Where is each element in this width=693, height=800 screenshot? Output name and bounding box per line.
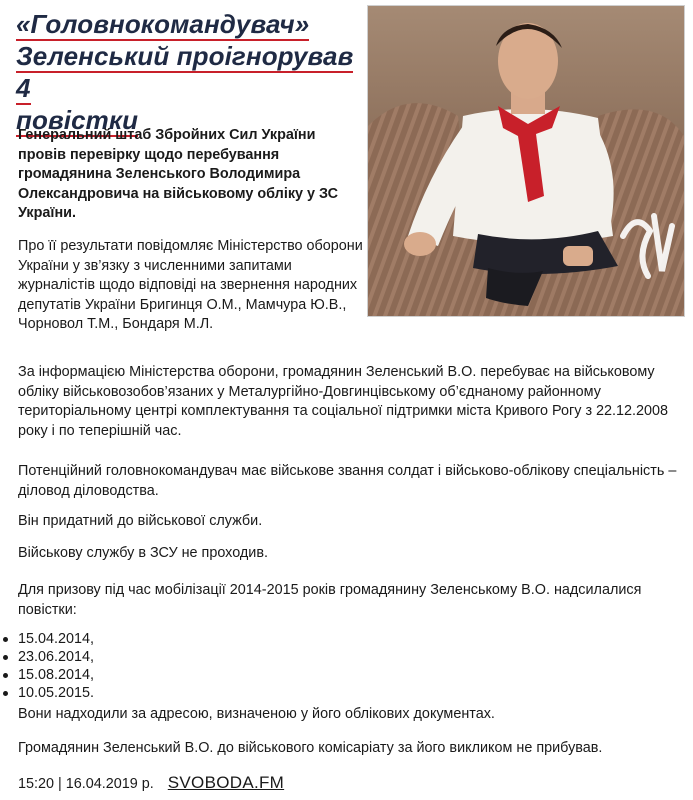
list-item: 10.05.2015. (0, 684, 94, 702)
source-link[interactable]: SVOBODA.FM (167, 773, 285, 792)
title-line-2: Зеленський проігнорував 4 (16, 41, 354, 103)
paragraph-8: Громадянин Зеленський В.О. до військового комісаріату за його викликом не прибував. (18, 740, 603, 756)
paragraph-7: Вони надходили за адресою, визначеною у його облікових документах. (18, 706, 495, 722)
paragraph-2: За інформацією Міністерства оборони, громадянин Зеленський В.О. перебуває на військовому обліку військовозобов’язаних у Металургійно-Довгинцівському об’єднаному районному територіальному центрі комплектування та соціальної підтримки міста Кривого Рогу з 22.12.2008 року і по теперішній час. (18, 364, 669, 439)
summons-dates-list (0, 630, 94, 702)
title-line-3: повістки (16, 105, 139, 135)
list-item: 15.04.2014, (0, 630, 94, 648)
title-line-1: «Головнокомандувач» (16, 9, 310, 39)
article-footer (18, 773, 284, 794)
paragraph-3: Потенційний головнокомандувач має військове звання солдат і військово-облікову спеціальність – діловод діловодства. (18, 463, 677, 499)
paragraph-1: Про її результати повідомляє Міністерство оборони України у зв’язку з численними запитами журналістів щодо відповіді на звернення народних депутатів України Бригинця О.М., Мамчура Ю.В., Чорновол Т.М., Бондаря М.Л. (18, 238, 363, 332)
paragraph-4: Він придатний до військової служби. (18, 513, 263, 529)
list-item: 15.08.2014, (0, 666, 94, 684)
article-lead: Генеральний штаб Збройних Сил України провів перевірку щодо перебування громадянина Зеленського Володимира Олександровича на військовому обліку у ЗС України. (18, 127, 339, 221)
person-photo-illustration (368, 6, 684, 316)
timestamp: 15:20 | 16.04.2019 р. (18, 776, 154, 792)
paragraph-6: Для призову під час мобілізації 2014-2015 років громадянину Зеленському В.О. надсилалися повістки: (18, 582, 642, 618)
paragraph-5: Військову службу в ЗСУ не проходив. (18, 545, 268, 561)
list-item: 23.06.2014, (0, 648, 94, 666)
article-photo (367, 5, 685, 317)
article-title (16, 8, 361, 136)
